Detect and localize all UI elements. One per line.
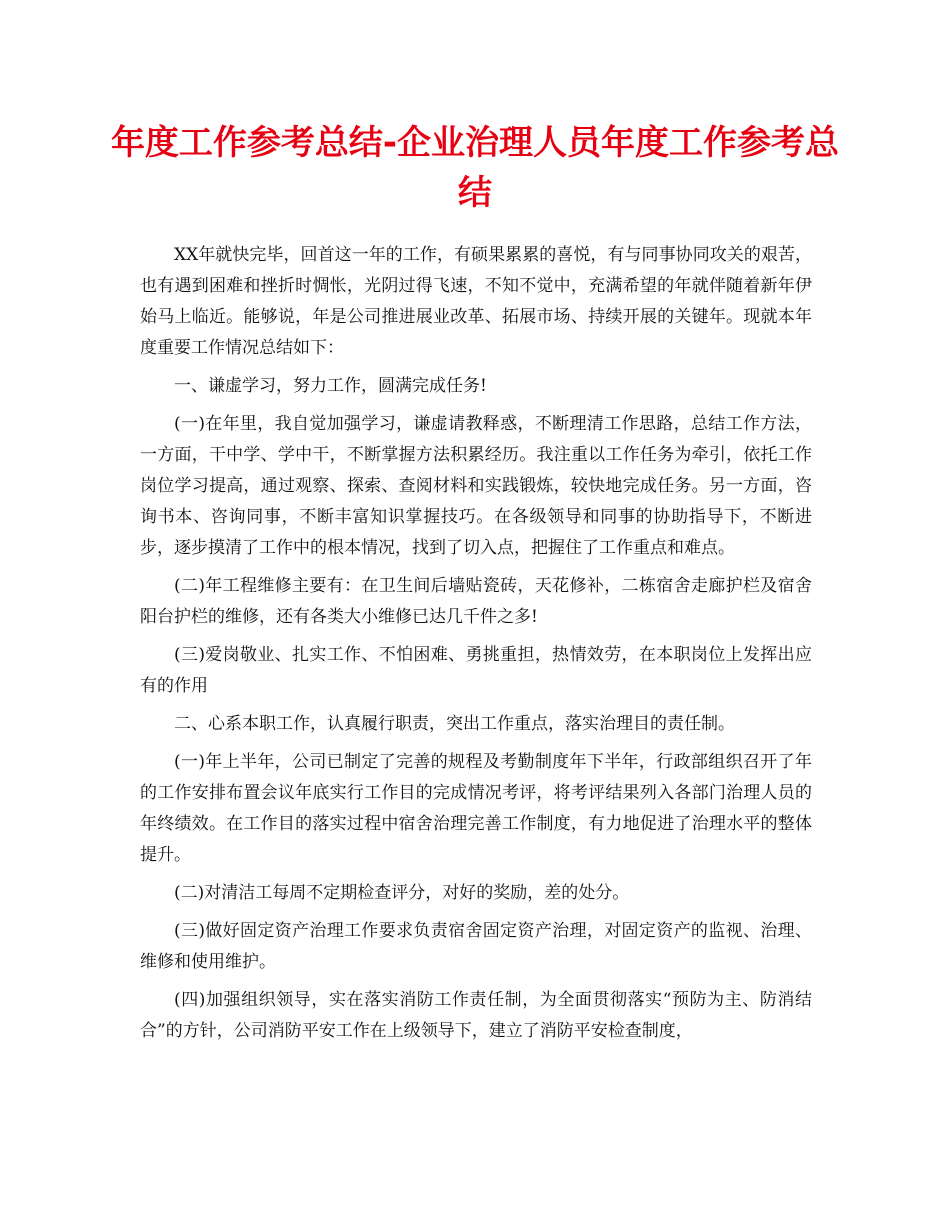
- document-title: 年度工作参考总结-企业治理人员年度工作参考总结: [110, 123, 840, 213]
- paragraph-2-2: (二)对清洁工每周不定期检查评分，对好的奖励，差的处分。: [174, 883, 630, 903]
- document-body: [140, 240, 812, 1054]
- heading-section-2: 二、心系本职工作，认真履行职责，突出工作重点，落实治理目的责任制。: [174, 714, 735, 734]
- paragraph-2-1: (一)年上半年，公司已制定了完善的规程及考勤制度年下半年，行政部组织召开了年的工作安排布置会议年底实行工作目的完成情况考评，将考评结果列入各部门治理人员的年终绩效。在工作目的落实过程中宿舍治理完善工作制度，有力地促进了治理水平的整体提升。: [140, 752, 812, 865]
- heading-section-1: 一、谦虚学习，努力工作，圆满完成任务!: [174, 376, 487, 396]
- paragraph-1-2: (二)年工程维修主要有：在卫生间后墙贴瓷砖，天花修补，二栋宿舍走廊护栏及宿舍阳台护栏的维修，还有各类大小维修已达几千件之多!: [140, 576, 812, 627]
- paragraph-1-1: (一)在年里，我自觉加强学习，谦虚请教释惑，不断理清工作思路，总结工作方法，一方面，干中学、学中干，不断掌握方法积累经历。我注重以工作任务为牵引，依托工作岗位学习提高，通过观察、探索、查阅材料和实践锻炼，较快地完成任务。另一方面，咨询书本、咨询同事，不断丰富知识掌握技巧。在各级领导和同事的协助指导下，不断进步，逐步摸清了工作中的根本情况，找到了切入点，把握住了工作重点和难点。: [140, 414, 812, 558]
- paragraph-1-3: (三)爱岗敬业、扎实工作、不怕困难、勇挑重担，热情效劳，在本职岗位上发挥出应有的作用: [140, 645, 812, 696]
- paragraph-2-4: (四)加强组织领导，实在落实消防工作责任制，为全面贯彻落实“预防为主、防消结合”的方针，公司消防平安工作在上级领导下，建立了消防平安检查制度，: [140, 990, 812, 1041]
- paragraph-intro: XX年就快完毕，回首这一年的工作，有硕果累累的喜悦，有与同事协同攻关的艰苦，也有遇到困难和挫折时惆怅，光阴过得飞速，不知不觉中，充满希望的年就伴随着新年伊始马上临近。能够说，年是公司推进展业改革、拓展市场、持续开展的关键年。现就本年度重要工作情况总结如下：: [140, 245, 812, 358]
- paragraph-2-3: (三)做好固定资产治理工作要求负责宿舍固定资产治理，对固定资产的监视、治理、维修和使用维护。: [140, 921, 812, 972]
